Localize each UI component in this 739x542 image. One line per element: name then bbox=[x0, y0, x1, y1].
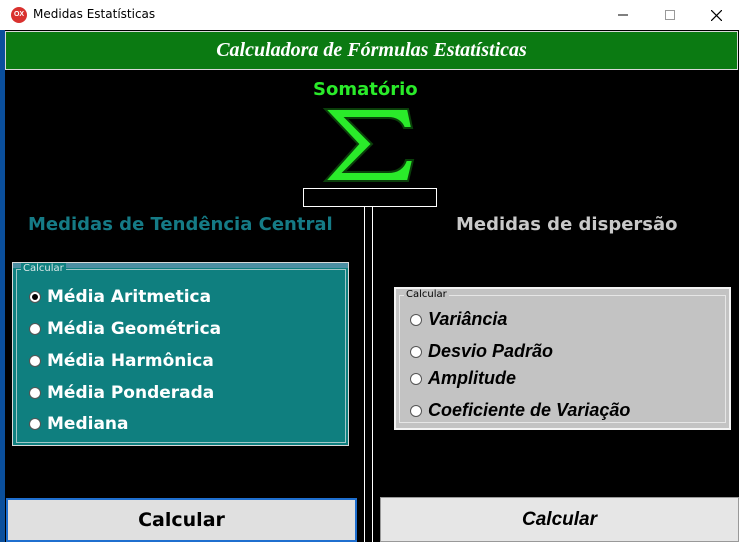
radio-button[interactable] bbox=[29, 323, 41, 335]
dispersao-panel bbox=[394, 287, 731, 430]
maximize-button[interactable] bbox=[647, 0, 693, 30]
maximize-icon bbox=[665, 10, 675, 20]
radio-button[interactable] bbox=[410, 314, 422, 326]
vertical-divider bbox=[364, 207, 373, 542]
calcular-dispersao-button[interactable]: Calcular bbox=[380, 497, 739, 542]
app-header bbox=[5, 31, 738, 70]
radio-label: Média Ponderada bbox=[47, 383, 215, 403]
minimize-button[interactable] bbox=[600, 0, 646, 30]
app-icon: OX bbox=[11, 7, 27, 23]
app-header-title: Calculadora de Fórmulas Estatísticas bbox=[216, 39, 527, 61]
radio-mediana[interactable] bbox=[29, 414, 129, 434]
radio-label: Média Geométrica bbox=[47, 319, 222, 339]
window-left-border bbox=[0, 30, 5, 542]
radio-label: Coeficiente de Variação bbox=[428, 400, 631, 420]
radio-label: Amplitude bbox=[428, 368, 516, 388]
minimize-icon bbox=[618, 10, 628, 20]
radio-label: Média Aritmetica bbox=[47, 287, 212, 307]
radio-button[interactable] bbox=[410, 346, 422, 358]
radio-media-aritmetica[interactable] bbox=[29, 287, 211, 307]
dispersao-title: Medidas de dispersão bbox=[456, 214, 678, 235]
radio-button[interactable] bbox=[410, 405, 422, 417]
radio-button[interactable] bbox=[29, 355, 41, 367]
group-legend: Calcular bbox=[406, 289, 447, 300]
radio-label: Desvio Padrão bbox=[428, 341, 554, 361]
somatorio-label: Somatório bbox=[313, 79, 418, 100]
somatorio-result-field[interactable] bbox=[303, 188, 437, 207]
radio-variancia[interactable] bbox=[410, 309, 507, 330]
close-icon bbox=[711, 10, 722, 21]
group-legend: Calcular bbox=[23, 263, 64, 274]
radio-media-ponderada[interactable] bbox=[29, 383, 214, 403]
radio-button[interactable] bbox=[29, 387, 41, 399]
radio-label: Variância bbox=[428, 309, 508, 329]
tendencia-central-panel bbox=[12, 262, 349, 446]
radio-desvio-padrao[interactable] bbox=[410, 341, 553, 362]
tendencia-central-title: Medidas de Tendência Central bbox=[28, 214, 333, 235]
close-button[interactable] bbox=[693, 0, 739, 30]
radio-coeficiente-variacao[interactable] bbox=[410, 400, 630, 421]
sigma-icon bbox=[322, 106, 416, 184]
radio-media-harmonica[interactable] bbox=[29, 351, 214, 371]
title-bar bbox=[0, 0, 739, 30]
radio-media-geometrica[interactable] bbox=[29, 319, 221, 339]
calcular-tendencia-button[interactable]: Calcular bbox=[6, 498, 357, 542]
radio-label: Mediana bbox=[47, 414, 129, 434]
radio-button[interactable] bbox=[29, 418, 41, 430]
window-title: Medidas Estatísticas bbox=[33, 7, 156, 21]
radio-amplitude[interactable] bbox=[410, 368, 516, 389]
radio-button[interactable] bbox=[410, 373, 422, 385]
radio-label: Média Harmônica bbox=[47, 351, 214, 371]
radio-button-checked[interactable] bbox=[29, 291, 41, 303]
